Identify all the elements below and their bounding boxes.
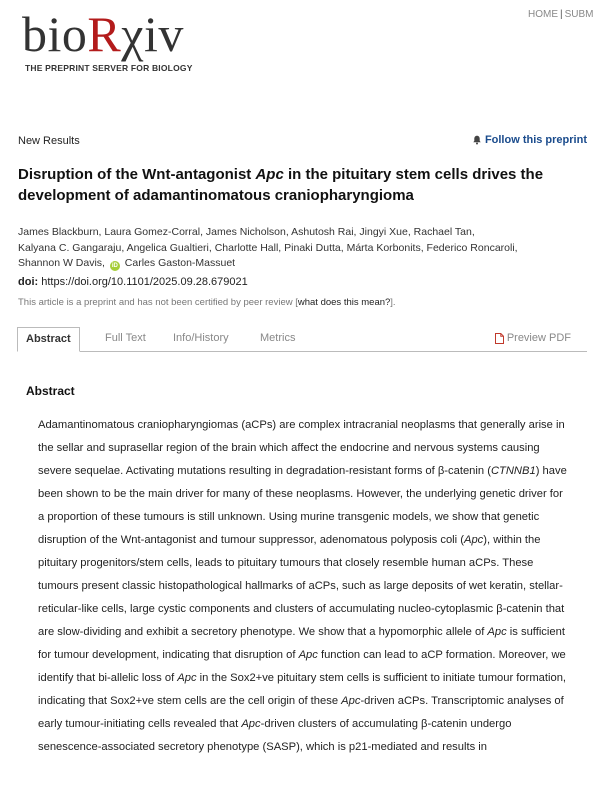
preview-pdf-link[interactable] — [495, 327, 571, 350]
orcid-icon[interactable]: iD — [111, 263, 118, 269]
nav-separator: | — [560, 9, 563, 20]
article-section-label: New Results — [18, 135, 80, 147]
follow-label: Follow this preprint — [484, 134, 587, 146]
bell-icon — [472, 135, 482, 145]
what-does-this-mean-link[interactable]: what does this mean? — [297, 297, 391, 308]
tab-metrics[interactable]: Metrics — [260, 332, 296, 344]
authors-line-3a[interactable]: Shannon W Davis, — [18, 257, 108, 269]
logo-wordmark: bioRχiv — [22, 6, 184, 62]
article-tabs — [17, 327, 587, 352]
authors-line-1[interactable]: James Blackburn, Laura Gomez-Corral, James Nicholson, Ashutosh Rai, Jingyi Xue, Rachael Tan, — [18, 226, 475, 238]
peer-review-notice: This article is a preprint and has not been certified by peer review [what does this mean?]. — [18, 297, 396, 308]
tab-abstract[interactable]: Abstract — [17, 327, 80, 352]
preview-pdf-label: Preview PDF — [506, 332, 571, 344]
authors-line-3b[interactable]: Carles Gaston-Massuet — [121, 257, 236, 269]
follow-preprint-button[interactable] — [472, 134, 587, 146]
tab-info-history[interactable]: Info/History — [173, 332, 229, 344]
pdf-file-icon — [495, 333, 504, 344]
doi-line — [18, 276, 248, 288]
top-nav — [528, 9, 594, 20]
tab-full-text[interactable]: Full Text — [105, 332, 146, 344]
authors-line-2[interactable]: Kalyana C. Gangaraju, Angelica Gualtieri, Charlotte Hall, Pinaki Dutta, Márta Korbonits, Federico Roncaroli, — [18, 241, 518, 254]
biorxiv-logo[interactable] — [22, 8, 193, 73]
submit-link[interactable]: SUBM — [564, 9, 594, 20]
abstract-text: Adamantinomatous craniopharyngiomas (aCPs) are complex intracranial neoplasms that generally arise in the sellar and suprasellar region of the brain which affect the endocrine and nervous systems causing severe sequelae. Activating mutations resulting in degradation-resistant forms of β-catenin (CTNNB1) have been shown to be the main driver for many of these neoplasms. However, the underlying genetic driver for a proportion of these tumours is still unknown. Using murine transgenic models, we show that genetic disruption of the Wnt-antagonist and tumour suppressor, adenomatous polyposis coli (Apc), within the pituitary progenitors/stem cells, leads to pituitary tumours that closely resemble human aCPs. These tumours present classic histopathological hallmarks of aCPs, such as large deposits of wet keratin, stellar-reticular-like cells, large cystic components and clusters of accumulating nucleo-cytoplasmic β-catenin that are slow-dividing and exhibit a secretory phenotype. We show that a hypomorphic allele of Apc is sufficient for tumour development, indicating that disruption of Apc function can lead to aCP formation. Moreover, we identify that bi-allelic loss of Apc in the Sox2+ve pituitary stem cells is sufficient to initiate tumour formation, indicating that Sox2+ve stem cells are the cell origin of these Apc-driven aCPs. Transcriptomic analyses of early tumour-initiating cells revealed that Apc-driven clusters of accumulating β-catenin undergo senescence-associated secretory phenotype (SASP), which is p21-mediated and results in — [38, 419, 567, 753]
doi-link[interactable]: https://doi.org/10.1101/2025.09.28.679021 — [38, 276, 248, 288]
logo-tagline: THE PREPRINT SERVER FOR BIOLOGY — [25, 63, 193, 73]
doi-label: doi: — [18, 276, 39, 288]
abstract-heading: Abstract — [26, 384, 75, 398]
article-title: Disruption of the Wnt-antagonist Apc in the pituitary stem cells drives the development of adamantinomatous craniopharyngioma — [18, 166, 544, 204]
home-link[interactable]: HOME — [528, 9, 558, 20]
author-list — [18, 225, 583, 272]
